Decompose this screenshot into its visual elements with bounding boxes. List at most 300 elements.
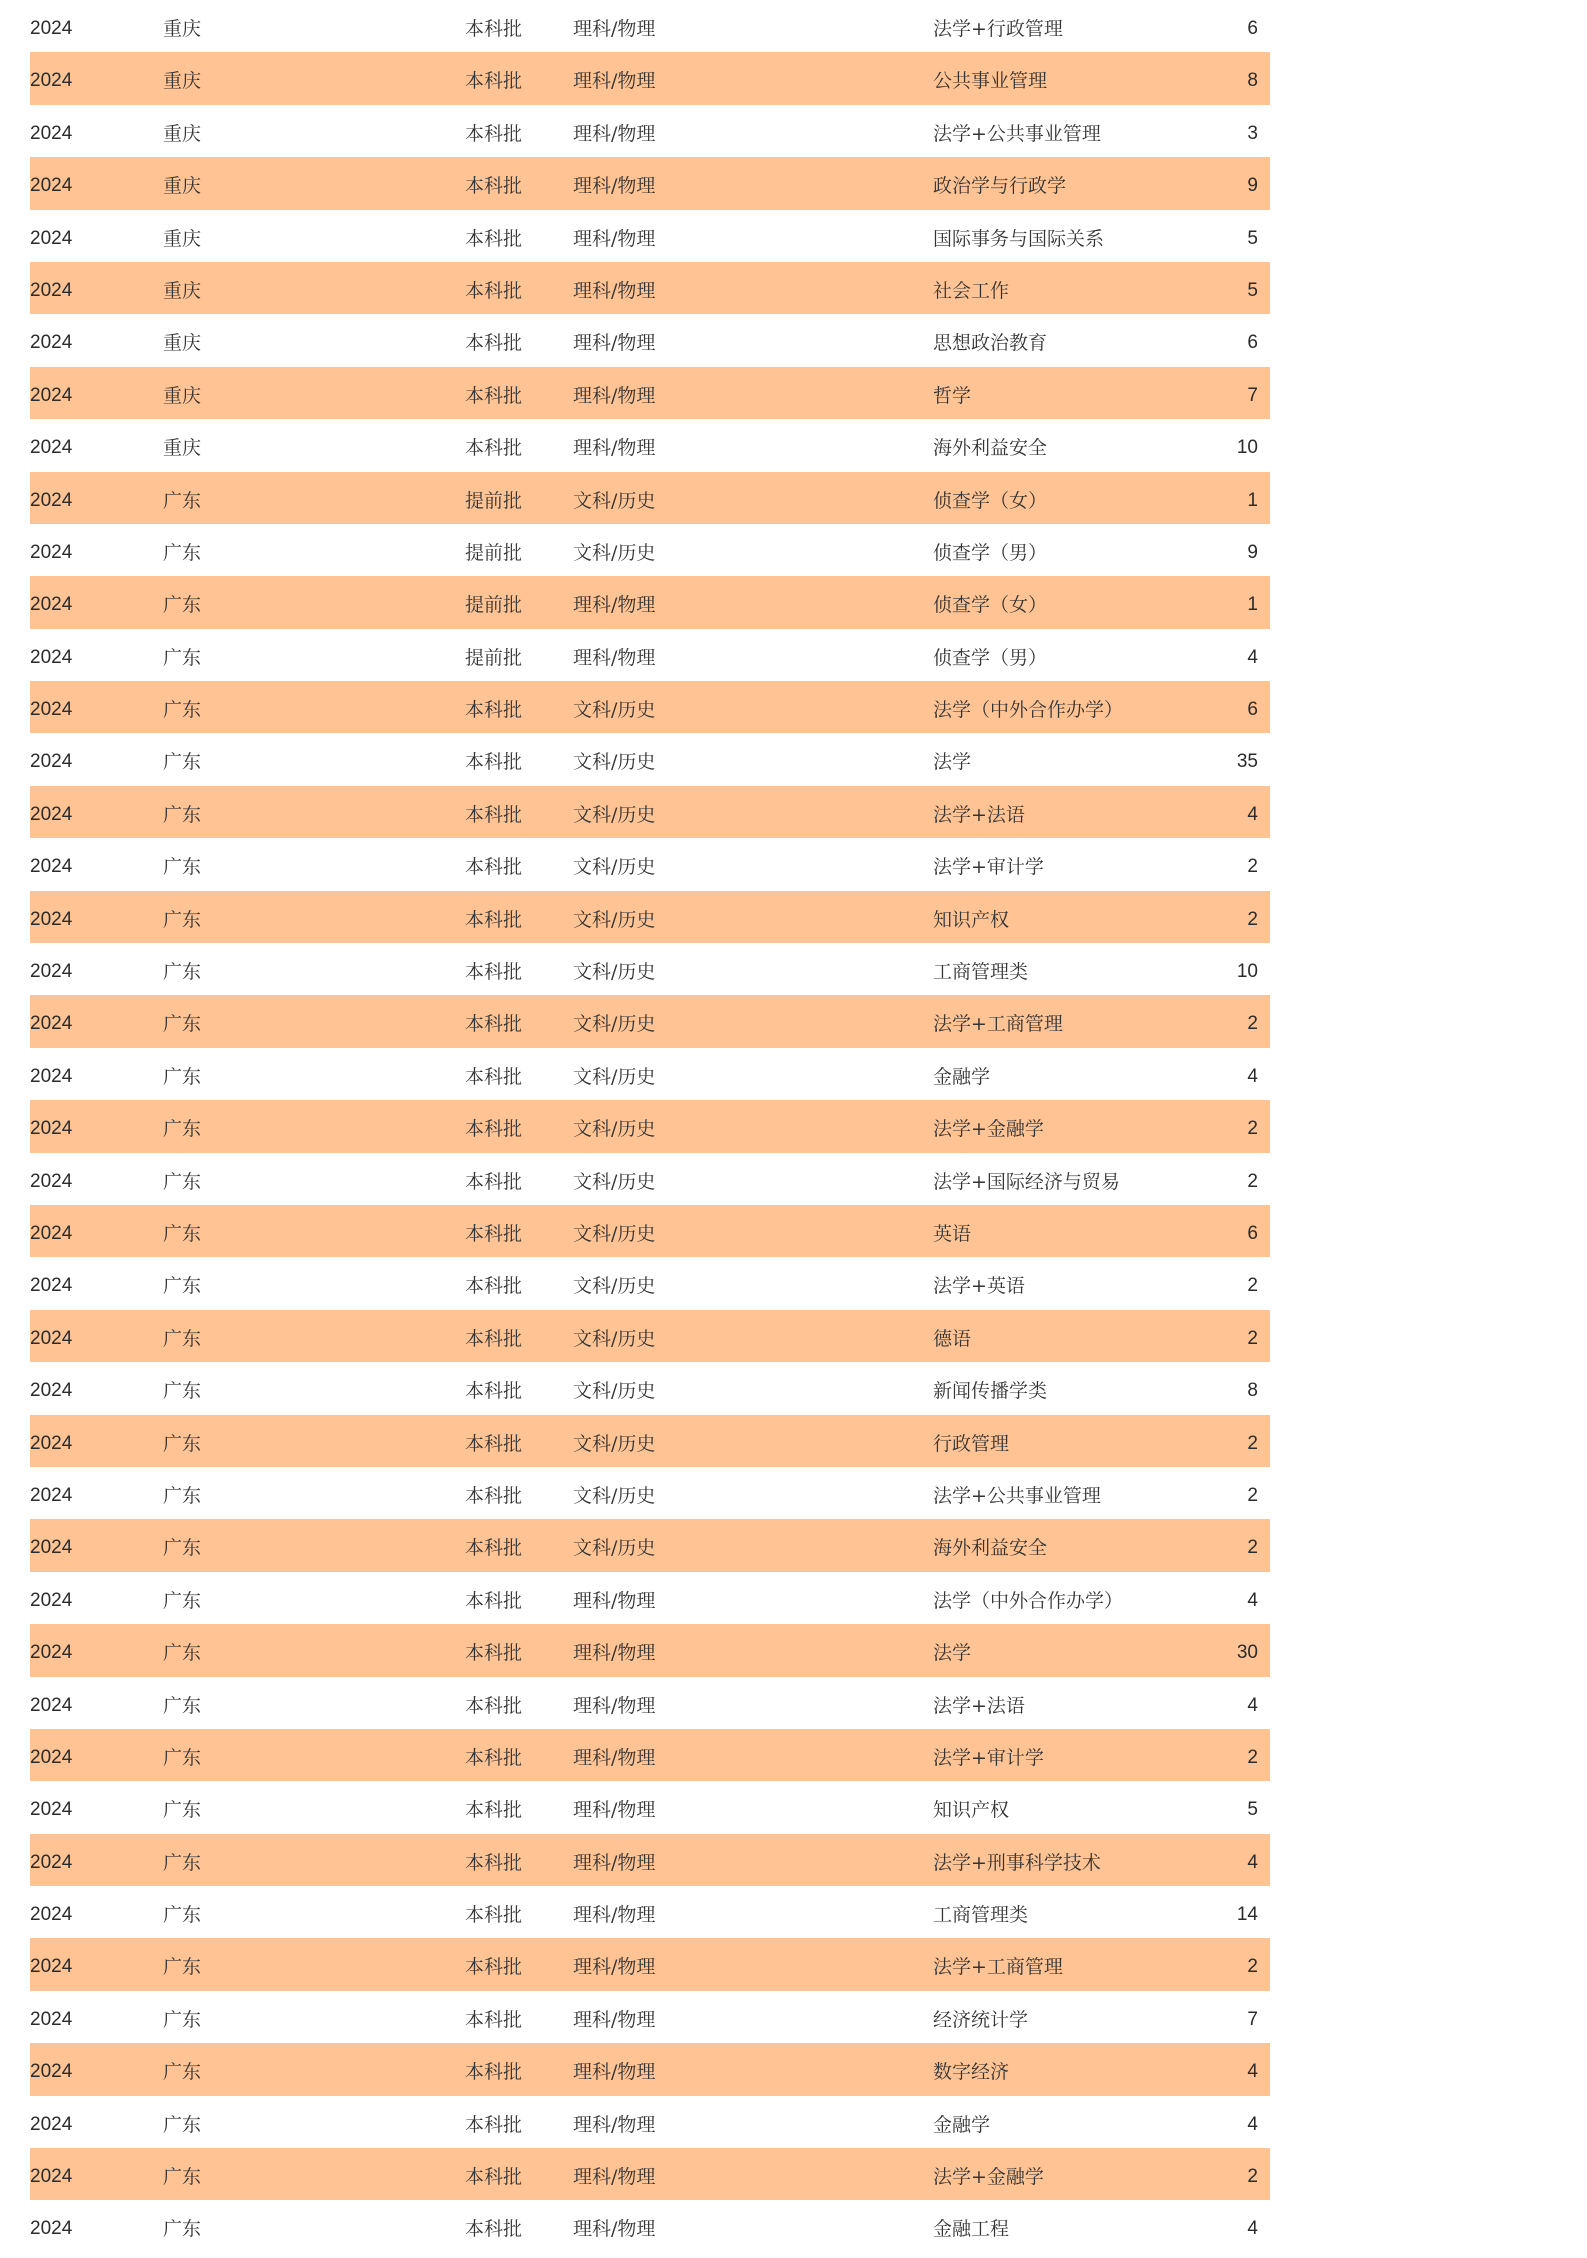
province-cell: 重庆 (163, 332, 202, 355)
count-cell: 2 (1247, 2166, 1258, 2188)
count-cell: 30 (1236, 1642, 1258, 1664)
province-cell: 广东 (163, 1275, 202, 1298)
table-row (30, 2096, 1270, 2148)
province-cell: 广东 (163, 1904, 202, 1927)
major-cell: 行政管理 (933, 1432, 1010, 1455)
table-row (30, 1310, 1270, 1362)
major-cell: 经济统计学 (933, 2008, 1029, 2031)
batch-cell: 提前批 (465, 646, 523, 669)
count-cell: 2 (1247, 1432, 1258, 1454)
batch-cell: 本科批 (465, 1118, 523, 1141)
major-cell: 海外利益安全 (933, 1537, 1048, 1560)
batch-cell: 本科批 (465, 1694, 523, 1717)
batch-cell: 本科批 (465, 1746, 523, 1769)
batch-cell: 本科批 (465, 437, 523, 460)
year-cell: 2024 (30, 489, 73, 511)
table-row (30, 0, 1270, 52)
table-row (30, 262, 1270, 314)
table-row (30, 52, 1270, 104)
subject-cell: 理科/物理 (573, 594, 656, 617)
table-row (30, 1467, 1270, 1519)
subject-cell: 理科/物理 (573, 437, 656, 460)
province-cell: 广东 (163, 1851, 202, 1874)
subject-cell: 文科/历史 (573, 856, 656, 879)
year-cell: 2024 (30, 437, 73, 459)
count-cell: 2 (1247, 1484, 1258, 1506)
subject-cell: 理科/物理 (573, 384, 656, 407)
year-cell: 2024 (30, 279, 73, 301)
province-cell: 广东 (163, 1222, 202, 1245)
count-cell: 5 (1247, 279, 1258, 301)
table-row (30, 1415, 1270, 1467)
province-cell: 重庆 (163, 175, 202, 198)
year-cell: 2024 (30, 1537, 73, 1559)
subject-cell: 理科/物理 (573, 122, 656, 145)
province-cell: 广东 (163, 1484, 202, 1507)
batch-cell: 本科批 (465, 699, 523, 722)
major-cell: 法学 (933, 751, 972, 774)
province-cell: 广东 (163, 2113, 202, 2136)
batch-cell: 提前批 (465, 594, 523, 617)
major-cell: 社会工作 (933, 279, 1010, 302)
subject-cell: 文科/历史 (573, 908, 656, 931)
table-row (30, 1519, 1270, 1571)
major-cell: 法学（中外合作办学） (933, 1589, 1124, 1612)
subject-cell: 文科/历史 (573, 1327, 656, 1350)
subject-cell: 理科/物理 (573, 1642, 656, 1665)
table-row (30, 157, 1270, 209)
count-cell: 2 (1247, 1537, 1258, 1559)
table-row (30, 472, 1270, 524)
subject-cell: 理科/物理 (573, 332, 656, 355)
year-cell: 2024 (30, 1222, 73, 1244)
major-cell: 公共事业管理 (933, 70, 1048, 93)
batch-cell: 本科批 (465, 1642, 523, 1665)
province-cell: 广东 (163, 646, 202, 669)
subject-cell: 文科/历史 (573, 1537, 656, 1560)
batch-cell: 本科批 (465, 856, 523, 879)
province-cell: 广东 (163, 856, 202, 879)
subject-cell: 理科/物理 (573, 279, 656, 302)
batch-cell: 本科批 (465, 2061, 523, 2084)
count-cell: 4 (1247, 2113, 1258, 2135)
province-cell: 广东 (163, 1432, 202, 1455)
subject-cell: 理科/物理 (573, 1694, 656, 1717)
table-row (30, 838, 1270, 890)
year-cell: 2024 (30, 1484, 73, 1506)
year-cell: 2024 (30, 699, 73, 721)
table-row (30, 1729, 1270, 1781)
province-cell: 广东 (163, 2166, 202, 2189)
count-cell: 7 (1247, 384, 1258, 406)
table-row (30, 629, 1270, 681)
year-cell: 2024 (30, 1065, 73, 1087)
province-cell: 广东 (163, 1327, 202, 1350)
major-cell: 法学 (933, 1642, 972, 1665)
table-row (30, 1048, 1270, 1100)
table-row (30, 1677, 1270, 1729)
table-row (30, 2043, 1270, 2095)
count-cell: 2 (1247, 908, 1258, 930)
batch-cell: 本科批 (465, 908, 523, 931)
year-cell: 2024 (30, 1275, 73, 1297)
table-row (30, 1624, 1270, 1676)
count-cell: 5 (1247, 227, 1258, 249)
count-cell: 6 (1247, 332, 1258, 354)
admission-plan-table (30, 0, 1270, 2253)
year-cell: 2024 (30, 2008, 73, 2030)
province-cell: 广东 (163, 1956, 202, 1979)
year-cell: 2024 (30, 961, 73, 983)
major-cell: 法学+工商管理 (933, 1956, 1063, 1979)
subject-cell: 文科/历史 (573, 1380, 656, 1403)
year-cell: 2024 (30, 1642, 73, 1664)
count-cell: 4 (1247, 2218, 1258, 2240)
subject-cell: 文科/历史 (573, 1432, 656, 1455)
province-cell: 广东 (163, 2218, 202, 2241)
major-cell: 海外利益安全 (933, 437, 1048, 460)
subject-cell: 文科/历史 (573, 1222, 656, 1245)
count-cell: 2 (1247, 1327, 1258, 1349)
batch-cell: 本科批 (465, 1222, 523, 1245)
province-cell: 广东 (163, 1746, 202, 1769)
year-cell: 2024 (30, 2113, 73, 2135)
subject-cell: 理科/物理 (573, 1589, 656, 1612)
major-cell: 法学+法语 (933, 803, 1025, 826)
subject-cell: 文科/历史 (573, 489, 656, 512)
batch-cell: 本科批 (465, 384, 523, 407)
batch-cell: 本科批 (465, 1170, 523, 1193)
count-cell: 2 (1247, 1956, 1258, 1978)
subject-cell: 文科/历史 (573, 1170, 656, 1193)
subject-cell: 理科/物理 (573, 18, 656, 40)
major-cell: 政治学与行政学 (933, 175, 1067, 198)
table-row (30, 2148, 1270, 2200)
year-cell: 2024 (30, 2218, 73, 2240)
year-cell: 2024 (30, 1380, 73, 1402)
province-cell: 重庆 (163, 18, 202, 40)
count-cell: 4 (1247, 1694, 1258, 1716)
table-row (30, 891, 1270, 943)
province-cell: 广东 (163, 751, 202, 774)
batch-cell: 本科批 (465, 1589, 523, 1612)
count-cell: 4 (1247, 646, 1258, 668)
province-cell: 重庆 (163, 384, 202, 407)
major-cell: 金融学 (933, 2113, 991, 2136)
province-cell: 广东 (163, 1118, 202, 1141)
table-row (30, 1886, 1270, 1938)
major-cell: 新闻传播学类 (933, 1380, 1048, 1403)
count-cell: 8 (1247, 1380, 1258, 1402)
province-cell: 广东 (163, 1065, 202, 1088)
major-cell: 法学+工商管理 (933, 1013, 1063, 1036)
batch-cell: 本科批 (465, 175, 523, 198)
province-cell: 广东 (163, 1799, 202, 1822)
table-row (30, 105, 1270, 157)
year-cell: 2024 (30, 1956, 73, 1978)
major-cell: 德语 (933, 1327, 972, 1350)
table-row (30, 1362, 1270, 1414)
year-cell: 2024 (30, 594, 73, 616)
province-cell: 广东 (163, 1380, 202, 1403)
subject-cell: 文科/历史 (573, 803, 656, 826)
batch-cell: 本科批 (465, 1275, 523, 1298)
subject-cell: 文科/历史 (573, 541, 656, 564)
count-cell: 2 (1247, 1746, 1258, 1768)
batch-cell: 本科批 (465, 1484, 523, 1507)
province-cell: 广东 (163, 1170, 202, 1193)
province-cell: 广东 (163, 803, 202, 826)
table-row (30, 1257, 1270, 1309)
batch-cell: 本科批 (465, 1327, 523, 1350)
major-cell: 侦查学（男） (933, 646, 1048, 669)
count-cell: 2 (1247, 1170, 1258, 1192)
province-cell: 广东 (163, 594, 202, 617)
table-row (30, 733, 1270, 785)
table-row (30, 210, 1270, 262)
batch-cell: 本科批 (465, 18, 523, 40)
count-cell: 35 (1236, 751, 1258, 773)
count-cell: 9 (1247, 541, 1258, 563)
subject-cell: 理科/物理 (573, 2008, 656, 2031)
year-cell: 2024 (30, 1904, 73, 1926)
subject-cell: 理科/物理 (573, 2061, 656, 2084)
table-row (30, 1781, 1270, 1833)
count-cell: 10 (1236, 437, 1258, 459)
table-row (30, 367, 1270, 419)
province-cell: 重庆 (163, 279, 202, 302)
year-cell: 2024 (30, 175, 73, 197)
subject-cell: 文科/历史 (573, 1065, 656, 1088)
count-cell: 5 (1247, 1799, 1258, 1821)
province-cell: 广东 (163, 2061, 202, 2084)
major-cell: 法学+公共事业管理 (933, 1484, 1101, 1507)
year-cell: 2024 (30, 1694, 73, 1716)
subject-cell: 理科/物理 (573, 2113, 656, 2136)
count-cell: 2 (1247, 1118, 1258, 1140)
batch-cell: 本科批 (465, 1065, 523, 1088)
major-cell: 法学+英语 (933, 1275, 1025, 1298)
subject-cell: 文科/历史 (573, 699, 656, 722)
major-cell: 法学+金融学 (933, 1118, 1044, 1141)
year-cell: 2024 (30, 1118, 73, 1140)
province-cell: 广东 (163, 699, 202, 722)
count-cell: 10 (1236, 961, 1258, 983)
subject-cell: 理科/物理 (573, 1904, 656, 1927)
year-cell: 2024 (30, 1432, 73, 1454)
count-cell: 6 (1247, 18, 1258, 39)
subject-cell: 文科/历史 (573, 751, 656, 774)
table-row (30, 943, 1270, 995)
year-cell: 2024 (30, 1013, 73, 1035)
year-cell: 2024 (30, 1589, 73, 1611)
subject-cell: 理科/物理 (573, 646, 656, 669)
batch-cell: 本科批 (465, 1851, 523, 1874)
count-cell: 2 (1247, 856, 1258, 878)
major-cell: 法学+审计学 (933, 856, 1044, 879)
major-cell: 侦查学（男） (933, 541, 1048, 564)
table-row (30, 681, 1270, 733)
major-cell: 法学+法语 (933, 1694, 1025, 1717)
province-cell: 重庆 (163, 70, 202, 93)
major-cell: 数字经济 (933, 2061, 1010, 2084)
province-cell: 广东 (163, 541, 202, 564)
province-cell: 重庆 (163, 437, 202, 460)
count-cell: 2 (1247, 1013, 1258, 1035)
batch-cell: 本科批 (465, 1380, 523, 1403)
count-cell: 3 (1247, 122, 1258, 144)
province-cell: 广东 (163, 489, 202, 512)
year-cell: 2024 (30, 1170, 73, 1192)
major-cell: 法学+公共事业管理 (933, 122, 1101, 145)
batch-cell: 提前批 (465, 541, 523, 564)
major-cell: 哲学 (933, 384, 972, 407)
year-cell: 2024 (30, 2061, 73, 2083)
major-cell: 金融工程 (933, 2218, 1010, 2241)
major-cell: 知识产权 (933, 908, 1010, 931)
year-cell: 2024 (30, 1327, 73, 1349)
count-cell: 9 (1247, 175, 1258, 197)
batch-cell: 本科批 (465, 2166, 523, 2189)
batch-cell: 本科批 (465, 1799, 523, 1822)
count-cell: 14 (1236, 1904, 1258, 1926)
table-row (30, 419, 1270, 471)
subject-cell: 文科/历史 (573, 961, 656, 984)
subject-cell: 文科/历史 (573, 1275, 656, 1298)
subject-cell: 文科/历史 (573, 1118, 656, 1141)
count-cell: 2 (1247, 1275, 1258, 1297)
table-row (30, 1100, 1270, 1152)
count-cell: 4 (1247, 1589, 1258, 1611)
batch-cell: 本科批 (465, 1537, 523, 1560)
table-row (30, 1205, 1270, 1257)
year-cell: 2024 (30, 70, 73, 92)
subject-cell: 理科/物理 (573, 1746, 656, 1769)
subject-cell: 理科/物理 (573, 70, 656, 93)
table-row (30, 314, 1270, 366)
province-cell: 广东 (163, 1642, 202, 1665)
count-cell: 8 (1247, 70, 1258, 92)
count-cell: 6 (1247, 699, 1258, 721)
year-cell: 2024 (30, 803, 73, 825)
batch-cell: 本科批 (465, 961, 523, 984)
major-cell: 法学（中外合作办学） (933, 699, 1124, 722)
year-cell: 2024 (30, 122, 73, 144)
count-cell: 4 (1247, 1065, 1258, 1087)
year-cell: 2024 (30, 384, 73, 406)
table-row (30, 995, 1270, 1047)
year-cell: 2024 (30, 2166, 73, 2188)
province-cell: 广东 (163, 1694, 202, 1717)
batch-cell: 提前批 (465, 489, 523, 512)
year-cell: 2024 (30, 227, 73, 249)
year-cell: 2024 (30, 332, 73, 354)
year-cell: 2024 (30, 18, 73, 39)
subject-cell: 理科/物理 (573, 1799, 656, 1822)
subject-cell: 文科/历史 (573, 1484, 656, 1507)
batch-cell: 本科批 (465, 751, 523, 774)
batch-cell: 本科批 (465, 2008, 523, 2031)
count-cell: 4 (1247, 1851, 1258, 1873)
province-cell: 重庆 (163, 122, 202, 145)
major-cell: 知识产权 (933, 1799, 1010, 1822)
count-cell: 1 (1247, 594, 1258, 616)
subject-cell: 理科/物理 (573, 175, 656, 198)
subject-cell: 理科/物理 (573, 2218, 656, 2241)
year-cell: 2024 (30, 1799, 73, 1821)
subject-cell: 理科/物理 (573, 1851, 656, 1874)
province-cell: 广东 (163, 1589, 202, 1612)
batch-cell: 本科批 (465, 803, 523, 826)
count-cell: 1 (1247, 489, 1258, 511)
province-cell: 广东 (163, 908, 202, 931)
batch-cell: 本科批 (465, 227, 523, 250)
batch-cell: 本科批 (465, 122, 523, 145)
major-cell: 工商管理类 (933, 1904, 1029, 1927)
province-cell: 广东 (163, 961, 202, 984)
major-cell: 思想政治教育 (933, 332, 1048, 355)
year-cell: 2024 (30, 908, 73, 930)
major-cell: 法学+国际经济与贸易 (933, 1170, 1120, 1193)
batch-cell: 本科批 (465, 2218, 523, 2241)
province-cell: 重庆 (163, 227, 202, 250)
major-cell: 法学+审计学 (933, 1746, 1044, 1769)
subject-cell: 理科/物理 (573, 227, 656, 250)
subject-cell: 文科/历史 (573, 1013, 656, 1036)
major-cell: 法学+金融学 (933, 2166, 1044, 2189)
year-cell: 2024 (30, 1746, 73, 1768)
major-cell: 法学+行政管理 (933, 18, 1063, 40)
batch-cell: 本科批 (465, 332, 523, 355)
batch-cell: 本科批 (465, 70, 523, 93)
table-row (30, 786, 1270, 838)
table-row (30, 1991, 1270, 2043)
province-cell: 广东 (163, 1537, 202, 1560)
count-cell: 4 (1247, 2061, 1258, 2083)
year-cell: 2024 (30, 646, 73, 668)
major-cell: 法学+刑事科学技术 (933, 1851, 1101, 1874)
table-row (30, 1153, 1270, 1205)
major-cell: 英语 (933, 1222, 972, 1245)
table-row (30, 1834, 1270, 1886)
batch-cell: 本科批 (465, 1904, 523, 1927)
table-row (30, 1572, 1270, 1624)
major-cell: 金融学 (933, 1065, 991, 1088)
major-cell: 侦查学（女） (933, 594, 1048, 617)
count-cell: 7 (1247, 2008, 1258, 2030)
batch-cell: 本科批 (465, 279, 523, 302)
table-row (30, 576, 1270, 628)
year-cell: 2024 (30, 1851, 73, 1873)
subject-cell: 理科/物理 (573, 2166, 656, 2189)
province-cell: 广东 (163, 1013, 202, 1036)
major-cell: 国际事务与国际关系 (933, 227, 1105, 250)
count-cell: 4 (1247, 803, 1258, 825)
table-row (30, 1938, 1270, 1990)
major-cell: 工商管理类 (933, 961, 1029, 984)
subject-cell: 理科/物理 (573, 1956, 656, 1979)
batch-cell: 本科批 (465, 1013, 523, 1036)
batch-cell: 本科批 (465, 2113, 523, 2136)
count-cell: 6 (1247, 1222, 1258, 1244)
year-cell: 2024 (30, 856, 73, 878)
year-cell: 2024 (30, 541, 73, 563)
batch-cell: 本科批 (465, 1432, 523, 1455)
table-row (30, 524, 1270, 576)
batch-cell: 本科批 (465, 1956, 523, 1979)
year-cell: 2024 (30, 751, 73, 773)
major-cell: 侦查学（女） (933, 489, 1048, 512)
